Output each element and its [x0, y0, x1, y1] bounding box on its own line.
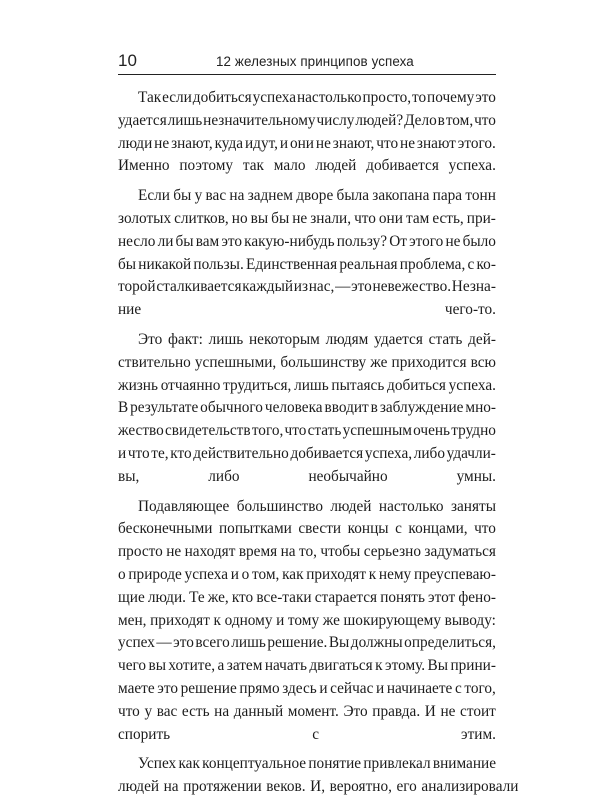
text-line: успех — это всего лишь решение. Вы должны определиться, [118, 634, 496, 652]
text-line: маете это решение прямо здесь и сейчас и начинаете с того, [118, 679, 496, 697]
text-line: мен, приходят к одному и тому же шокирующему выводу: [118, 611, 496, 629]
text-line: Именно поэтому так мало людей добивается успеха. [118, 157, 496, 175]
paragraph [118, 496, 496, 747]
text-line: торой сталкивается каждый из нас, — это невежество. Незна- [118, 278, 496, 296]
text-line: Подавляющее большинство людей настолько заняты [138, 497, 496, 515]
text-line: бы никакой пользы. Единственная реальная проблема, с ко- [118, 255, 496, 273]
paragraph [118, 753, 519, 799]
paragraph [118, 329, 496, 489]
text-line: чего вы хотите, а затем начать двигаться к этому. Вы прини- [118, 657, 496, 675]
body-text [118, 87, 519, 799]
text-line: ние чего-то. [118, 301, 496, 319]
text-line: Это факт: лишь некоторым людям удается стать дей- [138, 330, 496, 348]
text-line: Успех как концептуальное понятие привлекал внимание [138, 755, 496, 773]
text-line: вы, либо необычайно умны. [118, 467, 496, 485]
text-line: люди не знают, куда идут, и они не знают, что не знают этого. [118, 134, 496, 152]
text-line: спорить с этим. [118, 725, 496, 743]
running-title: 12 железных принципов успеха [216, 54, 414, 69]
text-line: что у вас есть на данный момент. Это правда. И не стоит [118, 702, 496, 720]
text-line: золотых слитков, но вы бы не знали, что они там есть, при- [118, 209, 496, 227]
paragraph-gap [118, 489, 496, 496]
text-line: удается лишь незначительному числу людей? Дело в том, что [118, 111, 496, 129]
text-line: щие люди. Те же, кто все-таки старается понять этот фено- [118, 588, 496, 606]
text-line: жество свидетельств того, что стать успешным очень трудно [118, 422, 496, 440]
running-head [118, 50, 496, 75]
text-line: ствительно успешными, большинству же приходится всю [118, 353, 496, 371]
text-line: бесконечными попытками свести концы с концами, что [118, 520, 496, 538]
text-line: просто не находят время на то, чтобы серьезно задуматься [118, 543, 496, 561]
text-line: несло ли бы вам это какую-нибудь пользу? От этого не было [118, 232, 496, 250]
page-number: 10 [118, 51, 137, 70]
paragraph-gap [118, 322, 496, 329]
paragraph-gap [118, 178, 496, 185]
text-line: В результате обычного человека вводит в заблуждение мно- [118, 399, 496, 417]
text-line: и что те, кто действительно добивается успеха, либо удачли- [118, 444, 496, 462]
text-line: Так если добиться успеха настолько просто, то почему это [138, 89, 496, 106]
text-line: Если бы у вас на заднем дворе была закопана пара тонн [138, 187, 496, 205]
paragraph [118, 185, 496, 322]
paragraph [118, 87, 496, 178]
text-line: жизнь отчаянно трудиться, лишь пытаясь добиться успеха. [118, 376, 496, 394]
text-line: о природе успеха и о том, как приходят к нему преуспеваю- [118, 565, 496, 583]
text-line: людей на протяжении веков. И, вероятно, его анализировали [118, 778, 519, 796]
